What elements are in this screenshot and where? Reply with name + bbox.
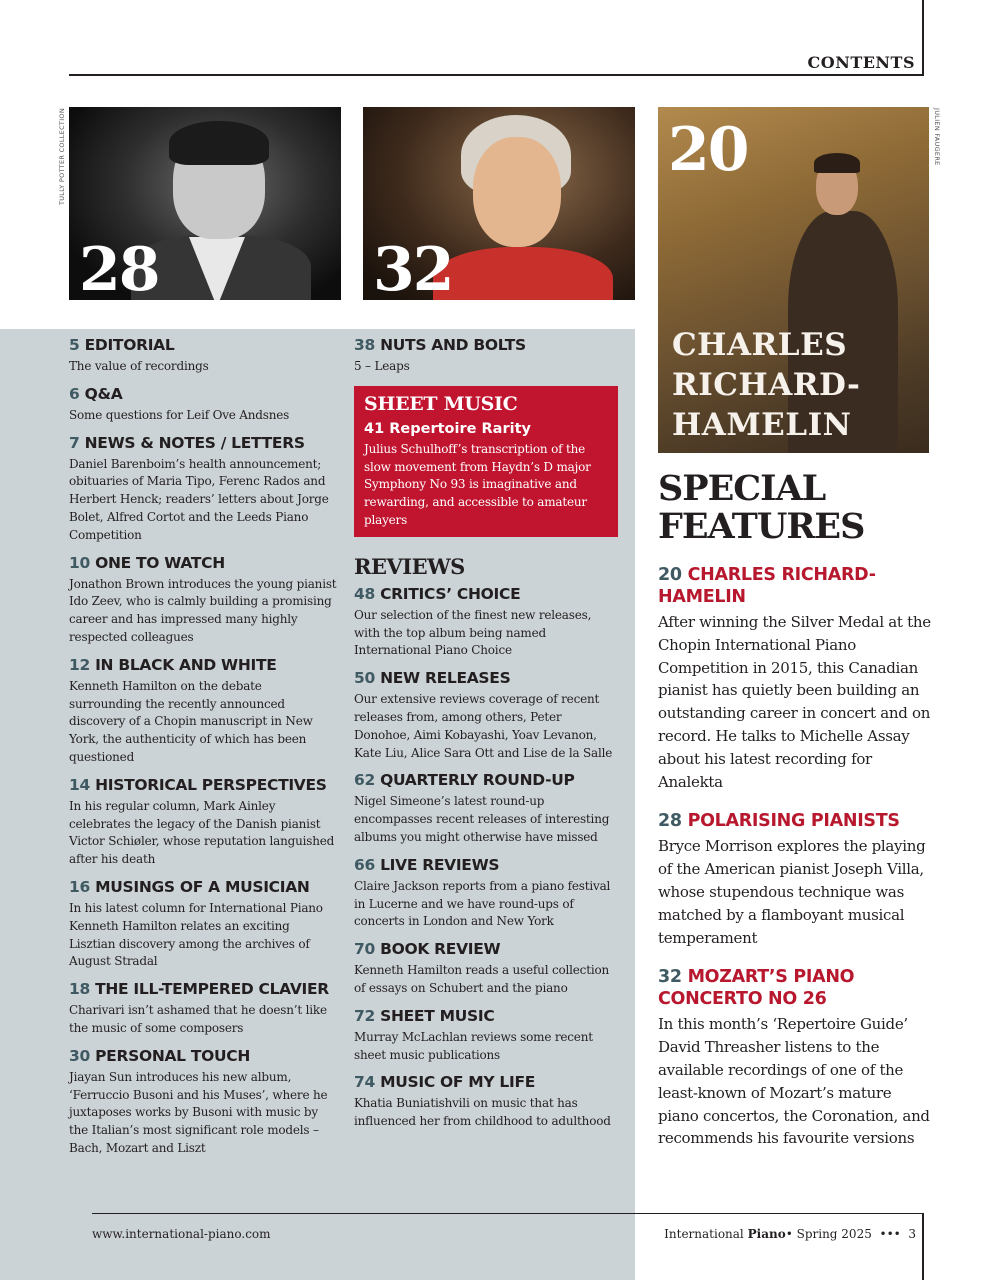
contents-entry[interactable] bbox=[69, 980, 337, 1038]
entry-page-number: 72 bbox=[354, 1006, 375, 1025]
footer-dots-icon: ••• bbox=[879, 1227, 901, 1241]
footer-magazine-info bbox=[664, 1227, 916, 1241]
entry-title-text: BOOK REVIEW bbox=[380, 940, 501, 959]
feature-title-text: POLARISING PIANISTS bbox=[687, 811, 900, 832]
entry-page-number: 66 bbox=[354, 855, 375, 874]
photo-page-number: 32 bbox=[373, 235, 453, 300]
contents-entry[interactable] bbox=[69, 336, 337, 376]
photo-figure bbox=[473, 137, 561, 247]
special-features-heading-line: SPECIAL bbox=[658, 468, 826, 509]
entry-page-number: 62 bbox=[354, 771, 375, 790]
entry-page-number: 5 bbox=[69, 336, 80, 354]
entry-description: Some questions for Leif Ove Andsnes bbox=[69, 407, 290, 422]
contents-entry[interactable] bbox=[354, 856, 618, 931]
entry-title bbox=[354, 669, 618, 688]
entry-title bbox=[354, 856, 618, 875]
entry-description: Charivari isn’t ashamed that he doesn’t like the music of some composers bbox=[69, 1003, 327, 1035]
entry-title bbox=[69, 776, 337, 795]
feature-description: Bryce Morrison explores the playing of the American pianist Joseph Villa, whose stupendous technique was matched by a flamboyant musical temperament bbox=[658, 837, 926, 947]
photo-figure bbox=[433, 247, 613, 300]
entry-title bbox=[69, 434, 337, 453]
entry-page-number: 30 bbox=[69, 1046, 90, 1065]
header-rule bbox=[69, 74, 924, 76]
feature-page-number: 32 bbox=[658, 967, 682, 988]
entry-title-text: NEWS & NOTES / LETTERS bbox=[84, 433, 305, 452]
entry-description: The value of recordings bbox=[69, 359, 209, 373]
contents-entry[interactable] bbox=[69, 434, 337, 545]
entry-page-number: 7 bbox=[69, 433, 80, 452]
entry-description: Khatia Buniatishvili on music that has influenced her from childhood to adulthood bbox=[354, 1096, 611, 1129]
entry-title bbox=[354, 940, 618, 959]
contents-entry[interactable] bbox=[354, 585, 618, 660]
contents-entry[interactable] bbox=[69, 776, 337, 869]
feature-entry[interactable] bbox=[658, 810, 932, 949]
entry-description: Kenneth Hamilton on the debate surrounding the recently announced discovery of a Chopin manuscript in New York, the authenticity of which has been questioned bbox=[69, 678, 313, 764]
feature-title-text: CHARLES RICHARD-HAMELIN bbox=[658, 565, 876, 607]
sheet-music-box[interactable] bbox=[354, 386, 618, 537]
entry-page-number: 16 bbox=[69, 877, 90, 896]
entry-page-number: 50 bbox=[354, 669, 375, 688]
feature-entry[interactable] bbox=[658, 564, 932, 793]
contents-entry[interactable] bbox=[69, 656, 337, 767]
entry-description: In his regular column, Mark Ainley celebrates the legacy of the Danish pianist Victor Schiøler, whose reputation languished after his death bbox=[69, 798, 335, 867]
entry-page-number: 6 bbox=[69, 384, 80, 403]
entry-title bbox=[354, 585, 618, 604]
feature-description: After winning the Silver Medal at the Chopin International Piano Competition in 2015, this Canadian pianist has quietly been building an outstanding career in concert and on record. He talks to Michelle Assay about his latest recording for Analekta bbox=[658, 613, 931, 791]
photo-caption-line: HAMELIN bbox=[672, 407, 852, 443]
sheet-music-heading: SHEET MUSIC bbox=[364, 392, 518, 415]
entry-title-text: IN BLACK AND WHITE bbox=[95, 655, 277, 674]
entry-title bbox=[69, 980, 337, 999]
photo-joseph-villa[interactable] bbox=[69, 107, 341, 300]
entry-description: Our extensive reviews coverage of recent releases from, among others, Peter Donohoe, Aimi Kobayashi, Yoav Levanon, Kate Liu, Alice Sara Ott and Lise de la Salle bbox=[354, 692, 613, 760]
photo-credit-left: TULLY POTTER COLLECTION bbox=[58, 108, 66, 206]
footer-issue: • Spring 2025 bbox=[785, 1227, 872, 1241]
entry-title-text: HISTORICAL PERSPECTIVES bbox=[95, 775, 327, 794]
contents-entry[interactable] bbox=[354, 771, 618, 846]
entry-title-text: PERSONAL TOUCH bbox=[95, 1046, 251, 1065]
entry-description: In his latest column for International Piano Kenneth Hamilton relates an exciting Lisztian discovery among the archives of August Stradal bbox=[69, 900, 323, 969]
entry-title-text: MUSINGS OF A MUSICIAN bbox=[95, 877, 310, 896]
photo-credit-right: JULIEN FAUGERE bbox=[933, 108, 941, 166]
entry-title-text: QUARTERLY ROUND-UP bbox=[380, 771, 575, 790]
contents-entry[interactable] bbox=[354, 1007, 618, 1065]
photo-figure bbox=[169, 121, 269, 165]
footer-magazine-name: Piano bbox=[747, 1227, 786, 1241]
entry-page-number: 18 bbox=[69, 980, 90, 999]
entry-description: Jiayan Sun introduces his new album, ‘Ferruccio Busoni and his Muses’, where he juxtaposes works by Busoni with music by the Italian’s most significant role models – Bach, Mozart and Liszt bbox=[69, 1069, 328, 1155]
section-label: CONTENTS bbox=[807, 53, 915, 72]
entry-title bbox=[69, 385, 337, 404]
reviews-heading: REVIEWS bbox=[354, 553, 465, 579]
photo-mozart[interactable] bbox=[363, 107, 635, 300]
contents-entry[interactable] bbox=[69, 1047, 337, 1158]
entry-title bbox=[69, 1047, 337, 1066]
contents-entry[interactable] bbox=[354, 669, 618, 762]
entry-description: 5 – Leaps bbox=[354, 359, 410, 373]
entry-page-number: 14 bbox=[69, 775, 90, 794]
entry-page-number: 38 bbox=[354, 336, 375, 354]
contents-left-column bbox=[69, 336, 337, 1167]
entry-page-number: 41 bbox=[364, 420, 385, 437]
photo-caption bbox=[672, 325, 922, 445]
feature-title bbox=[658, 564, 932, 608]
photo-caption-line: RICHARD- bbox=[672, 367, 861, 403]
feature-title bbox=[658, 966, 932, 1010]
entry-title-text: Q&A bbox=[84, 384, 123, 403]
sheet-music-title bbox=[364, 419, 609, 439]
photo-caption-line: CHARLES bbox=[672, 327, 848, 363]
footer-website-link[interactable]: www.international-piano.com bbox=[92, 1227, 271, 1241]
entry-title-text: THE ILL-TEMPERED CLAVIER bbox=[95, 980, 329, 999]
entry-description: Daniel Barenboim’s health announcement; obituaries of Maria Tipo, Ferenc Rados and Herbert Henck; readers’ letters about Jorge Bolet, Alfred Cortot and the Leeds Piano Competition bbox=[69, 456, 329, 542]
entry-title-text: NEW RELEASES bbox=[380, 669, 511, 688]
entry-description: Kenneth Hamilton reads a useful collection of essays on Schubert and the piano bbox=[354, 963, 610, 995]
contents-entry[interactable] bbox=[69, 385, 337, 425]
entry-title bbox=[354, 771, 618, 790]
entry-title-text: SHEET MUSIC bbox=[380, 1006, 495, 1025]
photo-charles-richard-hamelin[interactable] bbox=[658, 107, 929, 453]
footer-magazine-prefix: International bbox=[664, 1227, 744, 1241]
contents-middle-column bbox=[354, 336, 618, 1140]
contents-entry[interactable] bbox=[69, 878, 337, 971]
entry-description: Our selection of the finest new releases, with the top album being named International Piano Choice bbox=[354, 607, 592, 658]
feature-entry[interactable] bbox=[658, 966, 932, 1150]
special-features-heading-line: FEATURES bbox=[658, 506, 865, 547]
photo-figure bbox=[814, 153, 860, 173]
special-features-heading bbox=[658, 470, 932, 546]
photo-page-number: 20 bbox=[668, 115, 748, 185]
feature-title bbox=[658, 810, 932, 832]
feature-page-number: 20 bbox=[658, 565, 682, 585]
entry-title-text: MUSIC OF MY LIFE bbox=[380, 1073, 536, 1092]
frame-rule-vertical bbox=[922, 0, 924, 76]
footer-page-number: 3 bbox=[908, 1227, 916, 1241]
contents-entry[interactable] bbox=[354, 940, 618, 998]
entry-title-text: CRITICS’ CHOICE bbox=[380, 584, 521, 603]
entry-title bbox=[69, 336, 337, 355]
sheet-music-description: Julius Schulhoff’s transcription of the slow movement from Haydn’s D major Symphony No 93 is imaginative and rewarding, and accessible to amateur players bbox=[364, 441, 591, 527]
entry-page-number: 74 bbox=[354, 1073, 375, 1092]
entry-description: Nigel Simeone’s latest round-up encompasses recent releases of interesting albums you might otherwise have missed bbox=[354, 794, 610, 844]
entry-description: Murray McLachlan reviews some recent sheet music publications bbox=[354, 1029, 593, 1062]
contents-entry[interactable] bbox=[354, 336, 618, 376]
footer-rule-vertical bbox=[922, 1213, 924, 1280]
entry-title-text: ONE TO WATCH bbox=[95, 553, 225, 572]
feature-page-number: 28 bbox=[658, 811, 682, 832]
feature-title-text: MOZART’S PIANO CONCERTO NO 26 bbox=[658, 967, 855, 1010]
entry-title bbox=[354, 336, 618, 355]
entry-title-text: EDITORIAL bbox=[84, 336, 175, 354]
entry-page-number: 12 bbox=[69, 655, 90, 674]
photo-page-number: 28 bbox=[79, 235, 159, 300]
entry-description: Jonathon Brown introduces the young pianist Ido Zeev, who is calmly building a promising career and has impressed many highly respected colleagues bbox=[69, 576, 337, 644]
entry-page-number: 10 bbox=[69, 553, 90, 572]
feature-description: In this month’s ‘Repertoire Guide’ David Threasher listens to the available recordings of one of the least-known of Mozart’s mature piano concertos, the Coronation, and recommends his favourite versions bbox=[658, 1015, 930, 1148]
contents-entry[interactable] bbox=[69, 554, 337, 647]
entry-description: Claire Jackson reports from a piano festival in Lucerne and we have round-ups of concerts in London and New York bbox=[354, 878, 611, 929]
entry-title-text: LIVE REVIEWS bbox=[380, 855, 500, 874]
entry-page-number: 48 bbox=[354, 584, 375, 603]
entry-title bbox=[69, 878, 337, 897]
special-features-column bbox=[658, 470, 932, 1167]
entry-title bbox=[354, 1073, 618, 1092]
entry-page-number: 70 bbox=[354, 940, 375, 959]
contents-entry[interactable] bbox=[354, 1073, 618, 1131]
entry-title bbox=[69, 554, 337, 573]
entry-title-text: Repertoire Rarity bbox=[389, 420, 531, 437]
entry-title bbox=[69, 656, 337, 675]
entry-title-text: NUTS AND BOLTS bbox=[380, 336, 526, 354]
footer-rule bbox=[92, 1213, 924, 1214]
entry-title bbox=[354, 1007, 618, 1026]
